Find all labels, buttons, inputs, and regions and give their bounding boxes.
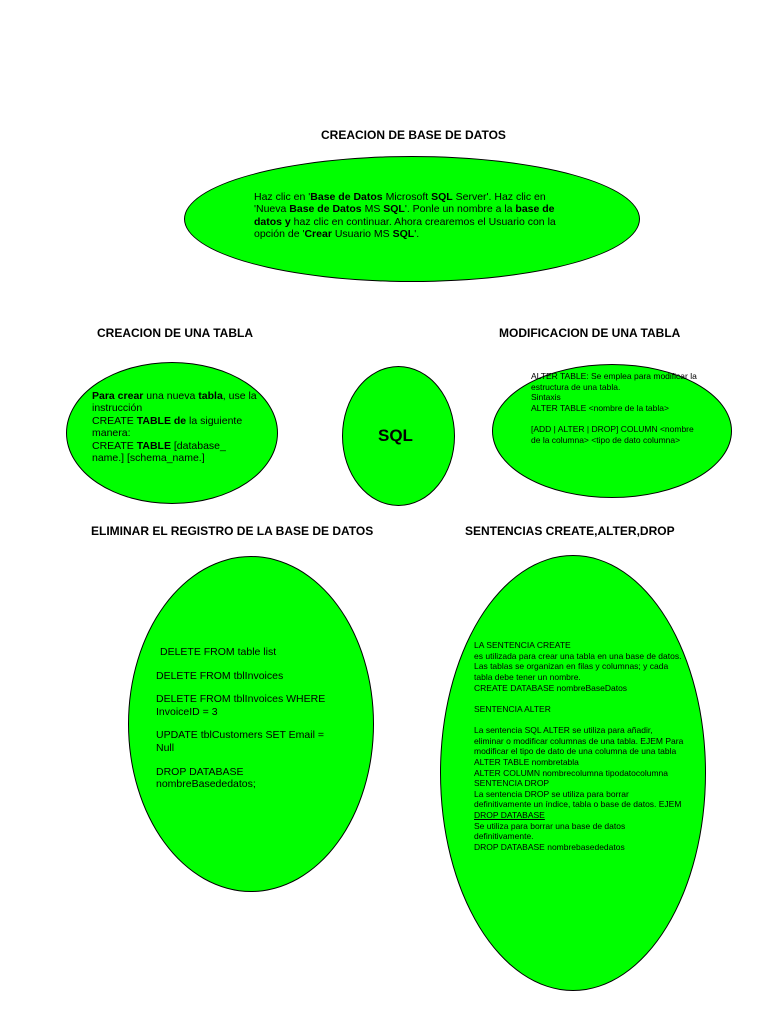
heading-creacion-tabla: CREACION DE UNA TABLA bbox=[97, 326, 253, 340]
bubble-modificacion-tabla-text: ALTER TABLE: Se emplea para modificar la estructura de una tabla. Sintaxis ALTER TABLE <nombre de la tabla> [ADD | ALTER | DROP] COLUMN <nombre de la columna> <tipo de dato columna> bbox=[531, 371, 697, 445]
heading-creacion-base-datos: CREACION DE BASE DE DATOS bbox=[321, 128, 506, 142]
bubble-creacion-tabla-text: Para crear una nueva tabla, use la instrucción CREATE TABLE de la siguiente manera: CREATE TABLE [database_ name.] [schema_name.] bbox=[92, 390, 257, 464]
heading-sentencias: SENTENCIAS CREATE,ALTER,DROP bbox=[465, 524, 675, 538]
heading-eliminar-registro: ELIMINAR EL REGISTRO DE LA BASE DE DATOS bbox=[91, 524, 374, 538]
drop-database-link[interactable]: DROP DATABASE bbox=[474, 810, 545, 820]
bubble-sentencias-text: LA SENTENCIA CREATE es utilizada para crear una tabla en una base de datos. Las tablas se organizan en filas y columnas; y cada tabla debe tener un nombre. CREATE DATABASE nombreBaseDatos SENTENCIA ALTER La sentencia SQL ALTER se utiliza para añadir, eliminar o modificar columnas de una tabla. EJEM Para modificar el tipo de dato de una columna de una tabla ALTER TABLE nombretabla ALTER COLUMN nombrecolumna tipodatocolumna SENTENCIA DROP La sentencia DROP se utiliza para borrar definitivamente un índice, tabla o base de datos. EJEM DROP DATABASE Se utiliza para borrar una base de datos definitivamente. DROP DATABASE nombrebasededatos bbox=[474, 640, 684, 852]
heading-modificacion-tabla: MODIFICACION DE UNA TABLA bbox=[499, 326, 681, 340]
bubble-eliminar-registro-text: DELETE FROM table list DELETE FROM tblInvoices DELETE FROM tblInvoices WHERE InvoiceID = 3 UPDATE tblCustomers SET Email = Null DROP DATABASE nombreBasededatos; bbox=[156, 646, 326, 791]
sql-label: SQL bbox=[378, 426, 413, 445]
bubble-creacion-base-datos-text: Haz clic en 'Base de Datos Microsoft SQL Server'. Haz clic en 'Nueva Base de Datos MS SQL'. Ponle un nombre a la base de datos y haz clic en continuar. Ahora crearemos el Usuario con la opción de 'Crear Usuario MS SQL'. bbox=[254, 191, 556, 241]
